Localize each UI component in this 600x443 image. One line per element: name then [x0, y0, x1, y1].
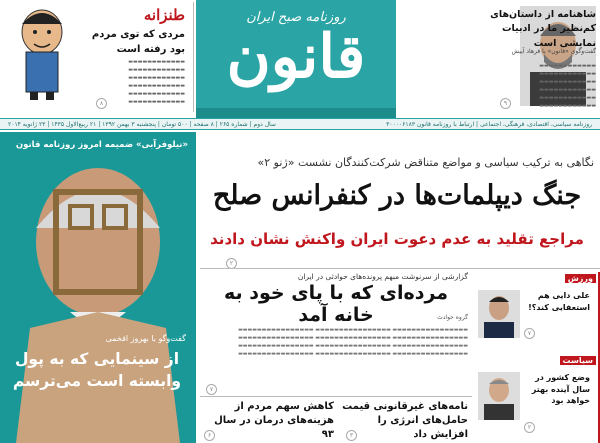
cartoon-page-number: ۸	[96, 98, 107, 109]
section-tag-sport[interactable]: ورزش	[565, 274, 596, 283]
info-bar	[0, 118, 600, 130]
lead-subhead[interactable]: مراجع تقلید به عدم دعوت ایران واکنش نشان دادند	[210, 230, 584, 248]
bottom-headline-left[interactable]: کاهش سهم مردم از هزینه‌های درمان در سال ۹۳	[214, 401, 334, 440]
cartoon-illustration	[6, 6, 78, 102]
lead-headline[interactable]: جنگ دیپلمات‌ها در کنفرانس صلح	[212, 180, 582, 211]
info-bar-publication: روزنامه سیاسی، اقتصادی، فرهنگی، اجتماعی | ارتباط با روزنامه قانون ۳۰۰۰۰۶۱۸۳	[386, 121, 592, 128]
lead-page-number: ۲	[226, 258, 237, 269]
info-bar-issue: سال دوم | شماره ۲۶۵ | ۸ صفحه | ۵۰۰ تومان | پنجشنبه ۳ بهمن ۱۳۹۲ | ۲۱ ربیع‌الاول ۱۴۳۵ | ۲۳ ژانویه ۲۰۱۴	[8, 121, 276, 128]
sport-page-number: ۷	[524, 328, 535, 339]
politics-photo	[478, 372, 520, 420]
story-kicker: گزارشی از سرنوشت مبهم پرونده‌های حوادثی در ایران	[297, 272, 468, 281]
logo[interactable]	[196, 0, 396, 118]
story-headline[interactable]: مرده‌ای که با پای خود به خانه آمد	[223, 282, 449, 326]
logo-title: قانون	[226, 22, 366, 92]
poster-caption: «نیلوفرآبی» ضمیمه امروز روزنامه قانون	[15, 140, 188, 150]
politics-title[interactable]: وضع کشور در سال آینده بهتر خواهد بود	[531, 373, 590, 406]
logo-subtitle: روزنامه صبح ایران	[246, 10, 346, 25]
cartoon-body-text: ▬▬▬▬▬▬▬▬▬▬▬▬ ▬▬▬▬▬▬▬▬▬▬▬▬ ▬▬▬▬▬▬▬▬▬▬▬▬ ▬▬▬▬▬▬▬▬▬▬▬▬ ▬▬▬▬▬▬▬▬▬▬▬▬ ▬▬▬▬▬▬▬▬▬▬▬▬	[128, 59, 185, 105]
cartoon-box	[4, 2, 194, 112]
poster-headline[interactable]: از سینمایی که به پول وابسته است می‌ترسم	[12, 350, 182, 391]
feature-box	[400, 2, 600, 112]
feature-page-number: ۹	[500, 98, 511, 109]
cartoon-section-label: طنزانه	[143, 6, 185, 24]
side-column	[476, 272, 600, 443]
section-tag-politics[interactable]: سیاست	[560, 356, 596, 365]
story-page-number: ۷	[206, 384, 217, 395]
logo-shadow-bar	[196, 108, 396, 118]
poster-byline: گفت‌وگو با بهروز افخمی	[105, 334, 186, 343]
divider	[200, 396, 472, 397]
divider	[200, 268, 600, 269]
politics-page-number: ۲	[524, 422, 535, 433]
masthead	[0, 0, 600, 118]
bottom-headline-right[interactable]: نامه‌های غیرقانونی قیمت حامل‌های انرژی را افزایش داد	[342, 401, 468, 440]
bottom-left-page-number: ۶	[204, 430, 215, 441]
story-body-text: ▬▬▬▬▬▬▬▬▬▬▬▬▬▬▬▬ ▬▬▬▬▬▬▬▬▬▬▬▬▬▬▬▬ ▬▬▬▬▬▬▬▬▬▬▬▬▬▬▬▬ ▬▬▬▬▬▬▬▬▬▬▬▬▬▬▬▬ ▬▬▬▬▬▬▬▬▬▬▬▬▬▬▬▬ ▬▬▬▬▬▬▬▬▬▬▬▬▬▬▬▬ ▬▬▬▬▬▬▬▬▬▬▬▬▬▬▬▬ ▬▬▬▬▬▬▬▬▬▬▬▬▬▬▬▬ ▬▬▬▬▬▬▬▬▬▬▬▬▬▬▬▬ ▬▬▬▬▬▬▬▬▬▬▬▬▬▬▬▬ ▬▬▬▬▬▬▬▬▬▬▬▬▬▬▬▬ ▬▬▬▬▬▬▬▬▬▬▬▬▬▬▬▬	[238, 327, 468, 357]
story-byline: گروه حوادث	[437, 314, 468, 321]
main-content	[200, 132, 600, 443]
feature-title[interactable]: شاهنامه از داستان‌های کم‌نظیر ما در ادبیات نمایشی است	[490, 9, 596, 49]
poster-photo	[0, 132, 196, 443]
bottom-right-page-number: ۳	[346, 430, 357, 441]
supplement-poster[interactable]	[0, 132, 196, 443]
lead-kicker: نگاهی به ترکیب سیاسی و مواضع متناقض شرکت‌کنندگان نشست «ژنو ۲»	[257, 156, 594, 169]
feature-body-text: ▬▬▬▬▬▬▬▬▬▬▬▬ ▬▬▬▬▬▬▬▬▬▬▬▬ ▬▬▬▬▬▬▬▬▬▬▬▬ ▬▬▬▬▬▬▬▬▬▬▬▬ ▬▬▬▬▬▬▬▬▬▬▬▬ ▬▬▬▬▬▬▬▬▬▬▬▬	[539, 63, 596, 109]
story-column	[200, 272, 472, 443]
sport-title[interactable]: علی دایی هم استعفایی کند؟!	[528, 291, 590, 312]
feature-byline: گفت‌وگوی «قانون» با فرهاد آییش	[511, 48, 596, 55]
cartoon-title[interactable]: مردی که توی مردم بود رفته است	[91, 29, 185, 55]
sport-photo	[478, 290, 520, 338]
